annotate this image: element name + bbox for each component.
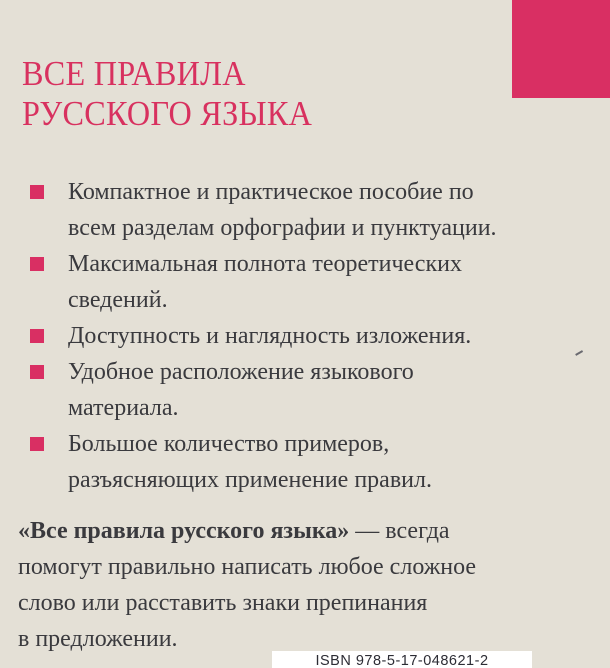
square-bullet-icon <box>30 365 44 379</box>
feature-item-completeness <box>30 246 590 318</box>
square-bullet-icon <box>30 257 44 271</box>
feature-text-line: всем разделам орфографии и пунктуации. <box>68 215 497 241</box>
feature-text-line: Удобное расположение языкового <box>68 359 414 385</box>
summary-line-1-rest: — всегда <box>349 518 450 544</box>
square-bullet-icon <box>30 437 44 451</box>
feature-text-line: Компактное и практическое пособие по <box>68 179 474 205</box>
feature-list <box>30 174 590 498</box>
feature-text-line: сведений. <box>68 287 168 313</box>
feature-item-compact <box>30 174 590 246</box>
feature-text-line: материала. <box>68 395 179 421</box>
feature-item-layout <box>30 354 590 426</box>
feature-item-accessibility <box>30 318 590 354</box>
summary-quoted-title: «Все правила русского языка» <box>18 518 350 544</box>
feature-item-examples <box>30 426 590 498</box>
isbn-label: ISBN 978-5-17-048621-2 <box>272 651 532 668</box>
book-title-line-2: РУССКОГО ЯЗЫКА <box>22 94 313 133</box>
summary-line: помогут правильно написать любое сложное <box>18 554 477 580</box>
square-bullet-icon <box>30 185 44 199</box>
feature-text-line: Доступность и наглядность изложения. <box>68 323 472 349</box>
book-title-line-1: ВСЕ ПРАВИЛА <box>22 54 246 93</box>
book-title <box>22 54 312 134</box>
square-bullet-icon <box>30 329 44 343</box>
corner-color-block <box>512 0 610 98</box>
summary-line: в предложении. <box>18 626 178 652</box>
feature-text-line: разъясняющих применение правил. <box>68 467 432 493</box>
summary-line: слово или расставить знаки препинания <box>18 590 428 616</box>
summary-paragraph <box>18 513 598 657</box>
feature-text-line: Максимальная полнота теоретических <box>68 251 462 277</box>
feature-text-line: Большое количество примеров, <box>68 431 390 457</box>
